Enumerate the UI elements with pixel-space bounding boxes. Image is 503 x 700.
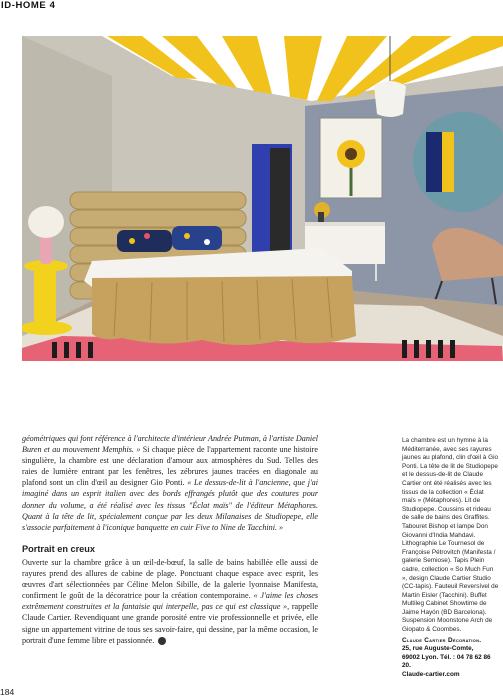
article-subheading: Portrait en creux	[22, 543, 96, 554]
photo-caption-sidebar	[402, 437, 499, 680]
article-body	[22, 433, 318, 646]
article-paragraph-1	[22, 433, 318, 533]
paragraph-1-italic: géométriques qui font référence à l'architecte d'intérieur Andrée Putman, à l'artiste Daniel Buren et au mouvement Memphis. »	[22, 434, 318, 455]
address-block	[402, 637, 499, 680]
address-website[interactable]: Claude-cartier.com	[402, 671, 460, 679]
magazine-header: ID-HOME 4	[1, 0, 56, 11]
paragraph-2-quote: « J'aime les choses extrêmement construites et la fantaisie qui interpelle, pas ce qui est classique »	[22, 591, 318, 612]
address-street: 25, rue Auguste-Comte,	[402, 645, 474, 653]
paragraph-1-text: Si chaque pièce de l'appartement raconte une histoire singulière, la chambre est une déclaration d'amour aux atmosphères du Sud. Telles des raies de lumière entrant par les fenêtres, les zébrures jaunes tracées en diagonale au plafond sont un clin d'œil au designer Gio Ponti.	[22, 445, 318, 488]
article-paragraph-2	[22, 557, 318, 646]
address-company: Claude Cartier Décoration.	[402, 636, 482, 644]
paragraph-2-text: Ouverte sur la chambre grâce à un œil-de-bœuf, la salle de bains habillée elle aussi de rayures prend des allures de cabine de plage. Ponctuant chaque espace avec esprit, les œuvres d'art sélectionnées par Céline Melon Sibille, de la galerie lyonnaise Manifesta, confirment le goût de la décoratrice pour la création contemporaine.	[22, 557, 318, 601]
address-city-phone: 69002 Lyon. Tél. : 04 78 62 86 20.	[402, 653, 491, 670]
paragraph-2-tail: , rappelle Claude Cartier. Revendiquant une grande porosité entre vie professionnelle et privée, elle signe un appartement vitrine de tous ses savoir-faire, qui dessine, par la même occasion, le portrait d'une femme libre et passionnée.	[22, 602, 318, 645]
bedroom-photo	[22, 36, 503, 361]
paragraph-1-tail: Five to Nine de Tacchini. »	[193, 522, 284, 532]
paragraph-1-quote: « Le dessus-de-lit à l'ancienne, que j'ai imaginé dans un esprit italien avec des bords effrangés plutôt que des coutures pour donner du volume, a été réalisé avec les tissus "Éclat maïs" de l'éditeur Métaphores. Quant à la tête de lit, spécialement conçue par les deux Milanaises de Studiopepe, elle s'associe parfaitement à l'iconique banquette en cuir	[22, 478, 319, 532]
page-number: 184	[0, 687, 15, 697]
caption-text: La chambre est un hymne à la Méditerranée, avec ses rayures jaunes au plafond, clin d'œil à Gio Ponti. La tête de lit de Studiopepe et le dessus-de-lit de Claude Cartier ont été réalisés avec les tissus de la collection « Éclat maïs » (Métaphores). Lit de Studiopepe. Coussins et rideau de salle de bains des Graffites. Tabouret Bishop et lampe Don Giovanni d'India Mahdavi. Lithographie Le Tournesol de Françoise Pétrovitch (Manifesta / galerie Semiose). Tapis Plein cadre, collection « So Much Fun », design Claude Cartier Studio (CC-tapis). Fauteuil Reversível de Martin Eisler (Tacchini). Buffet Multileg Cabinet Showtime de Jaime Hayón (BD Barcelona). Suspension Moonstone Arch de Giopato & Coombes.	[402, 437, 499, 634]
end-of-article-icon	[158, 637, 166, 645]
